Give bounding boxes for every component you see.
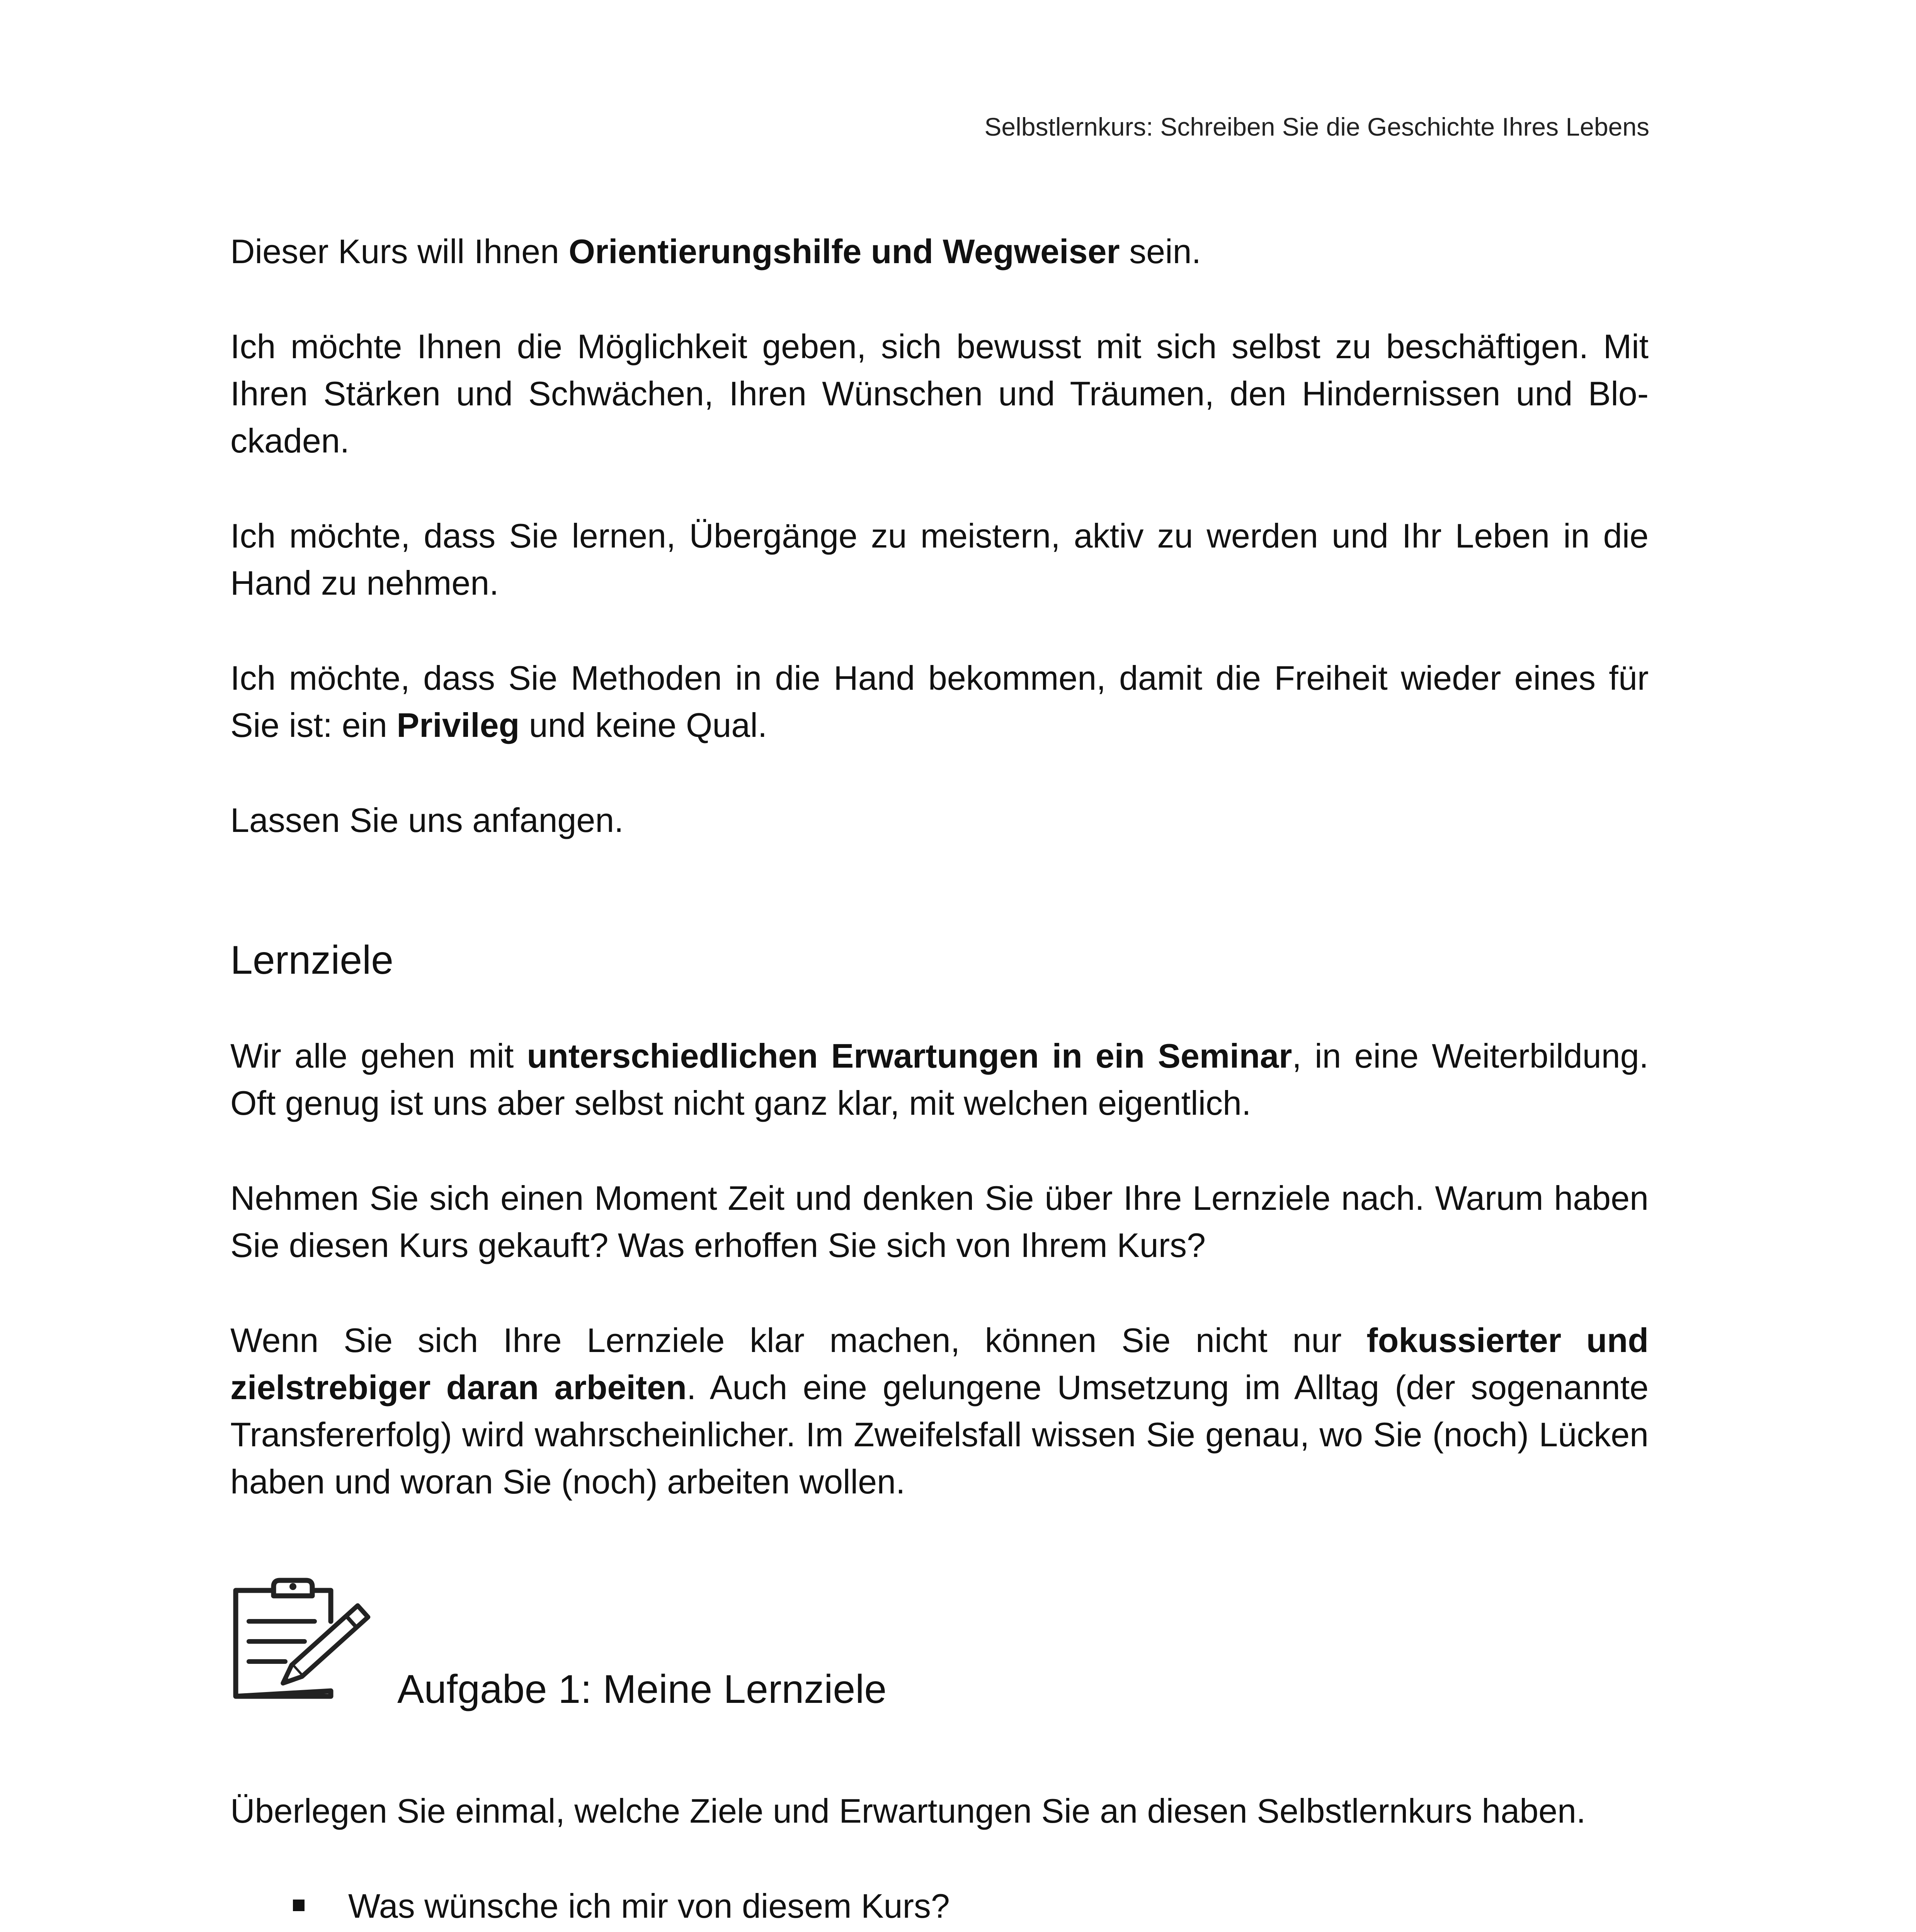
intro-paragraph-4: Ich möchte, dass Sie Methoden in die Hand bekommen, damit die Freiheit wieder eines für Sie ist: ein Privileg und keine Qual.	[230, 659, 1649, 744]
emphasis-fokussierter: fokussierter und zielstrebiger daran arbeiten	[230, 1321, 1649, 1406]
list-item: Was wünsche ich mir von diesem Kurs?	[230, 1883, 1649, 1930]
intro-paragraph-5: Lassen Sie uns anfangen.	[230, 801, 624, 839]
emphasis-orientierungshilfe: Orientierungshilfe und Wegweiser	[568, 232, 1120, 270]
running-header: Selbstlernkurs: Schreiben Sie die Geschichte Ihres Lebens	[984, 112, 1649, 141]
question-list	[230, 1883, 1649, 1932]
emphasis-privileg: Privileg	[396, 706, 520, 744]
lernziele-paragraph-2: Nehmen Sie sich einen Moment Zeit und denken Sie über Ihre Lernziele nach. Warum haben Sie diesen Kurs gekauft? Was erhoffen Sie sich von Ihrem Kurs?	[230, 1179, 1649, 1264]
task-intro: Überlegen Sie einmal, welche Ziele und Erwartungen Sie an diesen Selbstlernkurs haben.	[230, 1792, 1586, 1830]
intro-paragraph-2: Ich möchte Ihnen die Möglichkeit geben, sich bewusst mit sich selbst zu beschäftigen. Mit Ihren Stärken und Schwächen, Ihren Wünschen und Träumen, den Hindernissen und Blo-ckaden.	[230, 327, 1649, 460]
intro-paragraph-1: Dieser Kurs will Ihnen Orientierungshilfe und Wegweiser sein.	[230, 232, 1201, 270]
lernziele-paragraph-3: Wenn Sie sich Ihre Lernziele klar machen, können Sie nicht nur fokussierter und zielstrebiger daran arbeiten. Auch eine gelungene Umsetzung im Alltag (der sogenannte Transfererfolg) wird wahrscheinlicher. Im Zweifelsfall wissen Sie genau, wo Sie (noch) Lücken haben und woran Sie (noch) arbeiten wollen.	[230, 1321, 1649, 1501]
task-header	[230, 1575, 1649, 1722]
intro-paragraph-3: Ich möchte, dass Sie lernen, Übergänge zu meistern, aktiv zu werden und Ihr Leben in die Hand zu nehmen.	[230, 517, 1649, 602]
square-bullet-icon	[293, 1900, 305, 1911]
section-heading-lernziele: Lernziele	[230, 938, 394, 983]
page-content	[230, 228, 1649, 1932]
emphasis-erwartungen: unterschiedlichen Erwartungen in ein Seminar	[527, 1037, 1292, 1075]
clipboard-pencil-icon	[227, 1575, 378, 1706]
task-title: Aufgabe 1: Meine Lernziele	[397, 1667, 887, 1712]
lernziele-paragraph-1: Wir alle gehen mit unterschiedlichen Erwartungen in ein Seminar, in eine Weiterbildung. Oft genug ist uns aber selbst nicht ganz klar, mit welchen eigentlich.	[230, 1037, 1649, 1122]
